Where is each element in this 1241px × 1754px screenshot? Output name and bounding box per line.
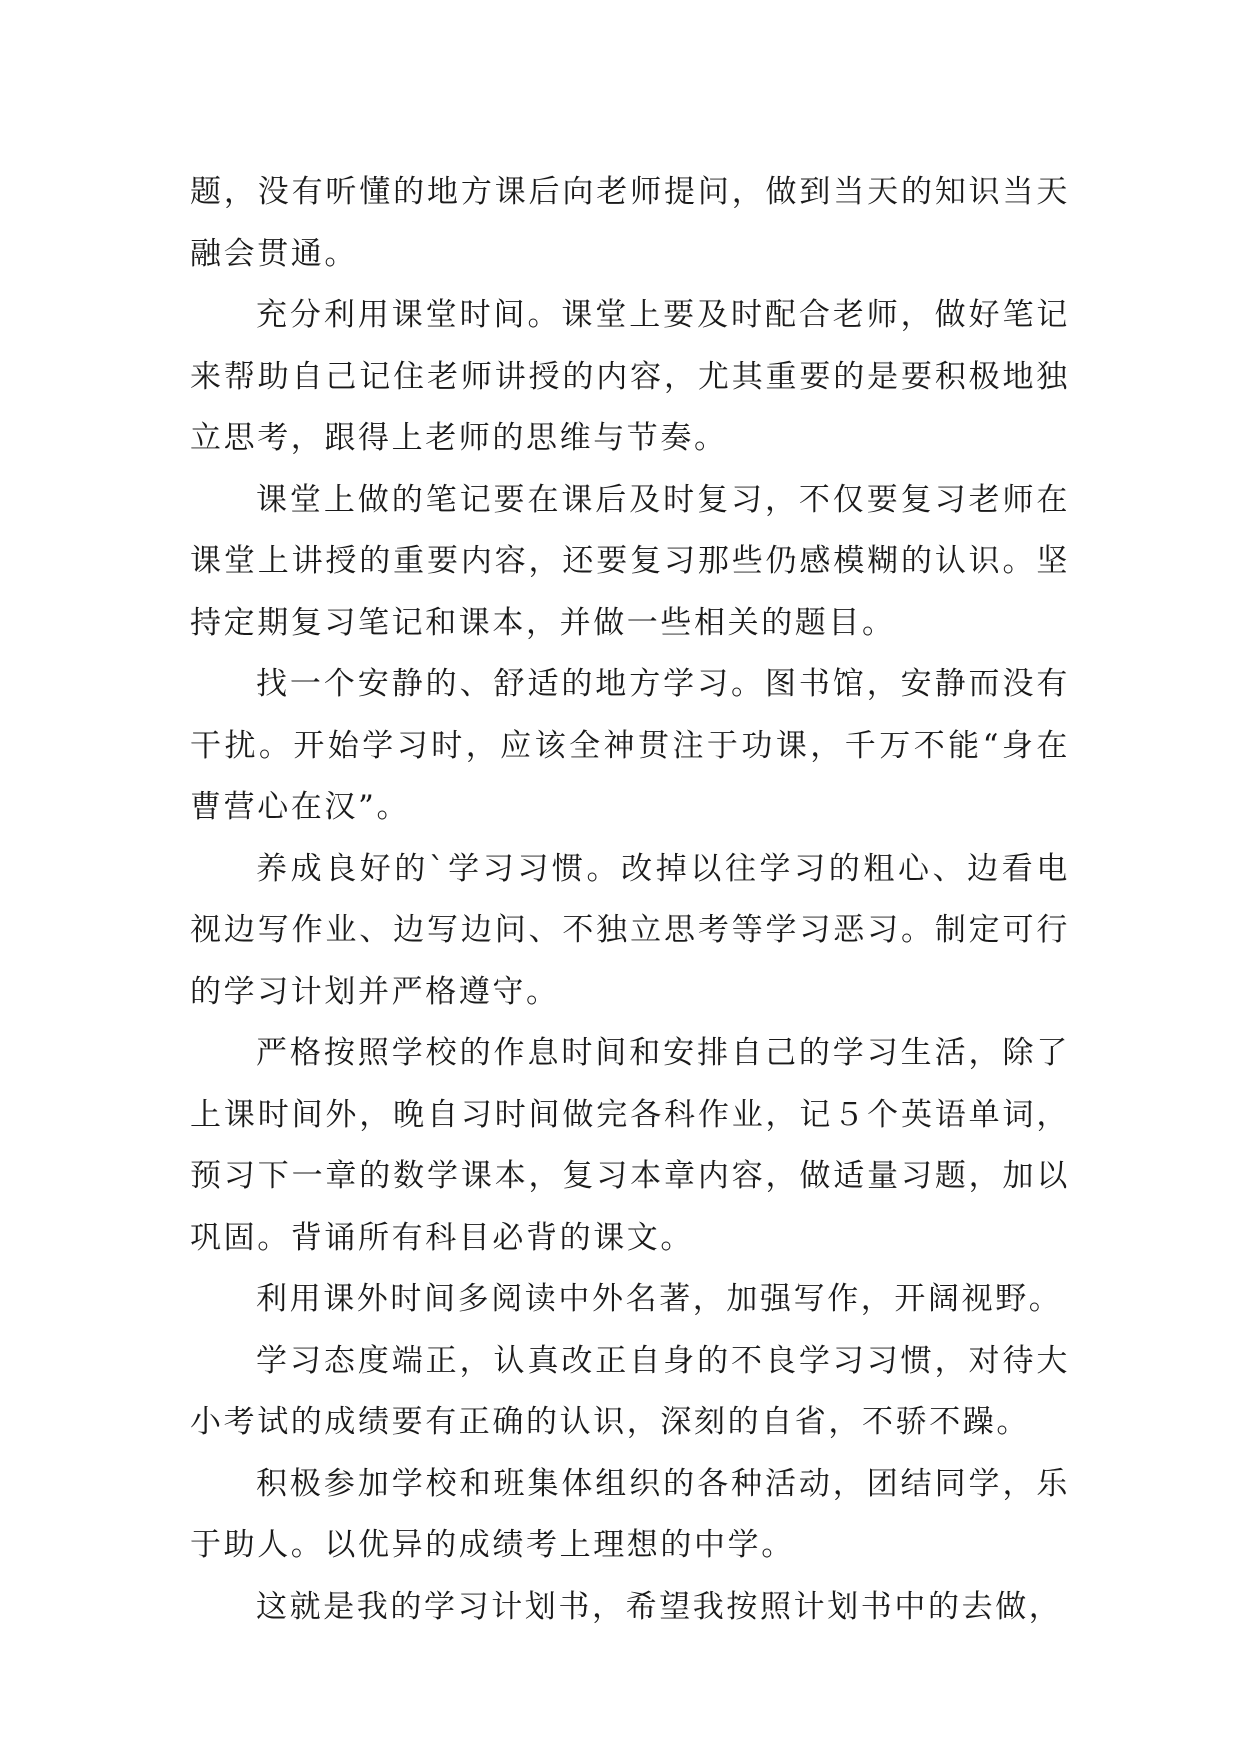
paragraph-activities: 积极参加学校和班集体组织的各种活动，团结同学，乐于助人。以优异的成绩考上理想的中学。	[190, 1465, 1070, 1563]
paragraph-quiet-place: 找一个安静的、舒适的地方学习。图书馆，安静而没有干扰。开始学习时，应该全神贯注于功课，千万不能“身在曹营心在汉”。	[190, 666, 1070, 825]
paragraph-reading: 利用课外时间多阅读中外名著，加强写作，开阔视野。	[256, 1281, 1063, 1317]
paragraph-continued: 题，没有听懂的地方课后向老师提问，做到当天的知识当天融会贯通。	[190, 174, 1070, 272]
paragraph-review-notes: 课堂上做的笔记要在课后及时复习，不仅要复习老师在课堂上讲授的重要内容，还要复习那些仍感模糊的认识。坚持定期复习笔记和课本，并做一些相关的题目。	[190, 481, 1070, 641]
paragraph-closing: 这就是我的学习计划书，希望我按照计划书中的去做，	[256, 1588, 1063, 1625]
document-body	[190, 162, 1070, 1638]
paragraph-habits: 养成良好的`学习习惯。改掉以往学习的粗心、边看电视边写作业、边写边问、不独立思考等学习恶习。制定可行的学习计划并严格遵守。	[190, 850, 1070, 1010]
paragraph-schedule: 严格按照学校的作息时间和安排自己的学习生活，除了上课时间外，晚自习时间做完各科作业，记５个英语单词，预习下一章的数学课本，复习本章内容，做适量习题，加以巩固。背诵所有科目必背的课文。	[190, 1035, 1070, 1256]
paragraph-classroom-time: 充分利用课堂时间。课堂上要及时配合老师，做好笔记来帮助自己记住老师讲授的内容，尤其重要的是要积极地独立思考，跟得上老师的思维与节奏。	[190, 297, 1070, 456]
paragraph-attitude: 学习态度端正，认真改正自身的不良学习习惯，对待大小考试的成绩要有正确的认识，深刻的自省，不骄不躁。	[190, 1342, 1070, 1440]
